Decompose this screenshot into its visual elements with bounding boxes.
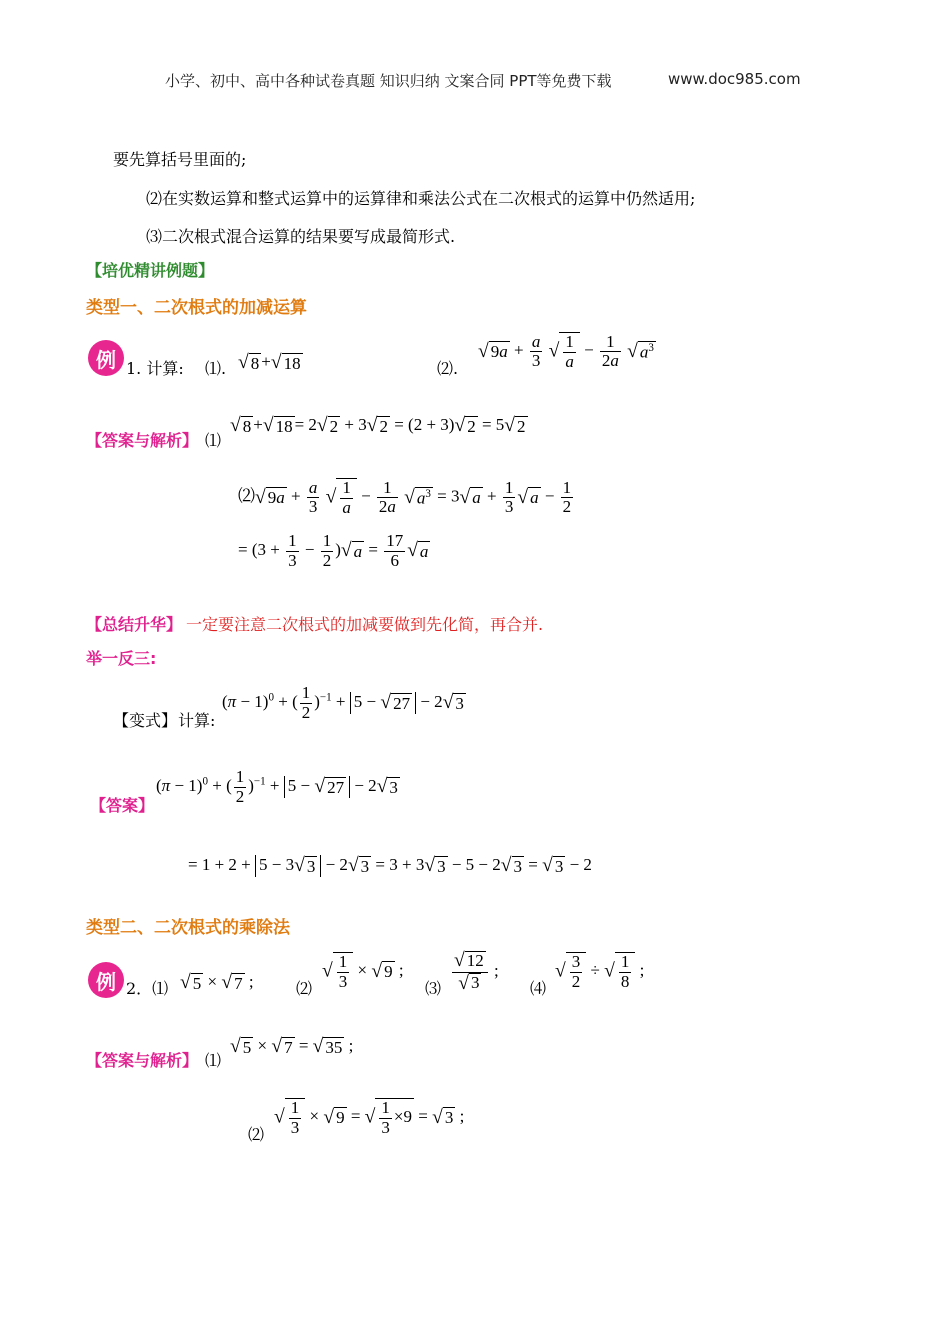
type2-title: 类型二、二次根式的乘除法 — [86, 918, 290, 938]
example2-p3-label: ⑶ — [425, 979, 442, 998]
answer2-expr-1: √ 5 × √ 7 = √ 35 ; — [230, 1036, 354, 1058]
variant-answer-tag: 【答案】 — [90, 796, 155, 815]
example2-expr-4: √ $\frac{3}{2}$ ÷ √ $\frac{1}{8}$ ; — [555, 952, 645, 991]
example2-label: 2．⑴ — [126, 979, 169, 998]
answer1-expr-1: √ 8 +√ 18 = 2√ 2 + 3√ 2 = (2 + 3)√ 2 = 5√ 2 — [230, 415, 526, 437]
variant-answer-expr-2: = 1 + 2 + 5 − 3√ 3 − 2√ 3 = 3 + 3√ 3 − 5 − 2√ 3 = √ 3 − 2 — [188, 855, 592, 877]
answer1-expr-2b: = (3 + $\frac{1}{3}$ − $\frac{1}{2}$ )√ a = $\frac{17}{6}$ √ a — [238, 531, 429, 570]
summary-tag: 【总结升华】 — [86, 615, 183, 634]
example2-p2-label: ⑵ — [296, 979, 313, 998]
answer1-part2-label: ⑵ — [238, 486, 255, 506]
example1-part1-label: ⑴. — [205, 359, 227, 378]
example1-expr-2: √ 9a + $\frac{a}{3}$ √ $\frac{1}{a}$ − $\frac{1}{2a}$ √ $a^3$ — [478, 331, 654, 371]
example2-p4-label: ⑷ — [530, 979, 547, 998]
example2-expr-1: √ 5 × √ 7 ; — [180, 972, 254, 994]
intro-line-1: 要先算括号里面的; — [113, 150, 247, 169]
section-title: 【培优精讲例题】 — [86, 261, 215, 280]
example-badge-1: 例 — [88, 340, 124, 376]
header-title: 小学、初中、高中各种试卷真题 知识归纳 文案合同 PPT等免费下载 — [165, 72, 612, 90]
intro-line-2: ⑵在实数运算和整式运算中的运算律和乘法公式在二次根式的运算中仍然适用; — [146, 189, 696, 208]
example1-label: 1. 计算: — [126, 359, 184, 378]
variant-tag: 【变式】 — [113, 711, 178, 730]
answer2-expr-2: √ $\frac{1}{3}$ × √ 9 = √ $\frac{1}{3}$ ×9 = √ 3 ; — [274, 1098, 465, 1137]
example-badge-2: 例 — [88, 962, 124, 998]
example2-expr-3: $\frac{√ 12}{√ 3}$ ; — [454, 950, 499, 994]
example2-expr-2: √ $\frac{1}{3}$ × √ 9 ; — [322, 952, 404, 991]
answer2-part2-label: ⑵ — [248, 1125, 265, 1144]
variant-answer-expr-1: $(\pi - 1)^0$ + ( $\frac{1}{2}$ )$^{-1}$ + 5 − √ 27 − 2√ 3 — [156, 767, 398, 806]
header-site-link[interactable]: www.doc985.com — [668, 70, 801, 88]
extend-title: 举一反三: — [86, 649, 157, 668]
variant-expr: $(\pi - 1)^0$ + ( $\frac{1}{2}$ )$^{-1}$ + 5 − √ 27 − 2√ 3 — [222, 683, 464, 722]
answer2-part1-label: ⑴ — [205, 1051, 222, 1070]
intro-line-3: ⑶二次根式混合运算的结果要写成最简形式. — [146, 227, 456, 246]
answer1-part1-label: ⑴ — [205, 431, 222, 450]
answer1-tag: 【答案与解析】 — [86, 431, 199, 450]
example1-expr-1: √ 8 +√ 18 — [238, 352, 301, 374]
summary-text: 一定要注意二次根式的加减要做到先化简，再合并. — [186, 615, 544, 634]
type1-title: 类型一、二次根式的加减运算 — [86, 298, 307, 318]
example1-part2-label: ⑵. — [437, 359, 459, 378]
answer2-tag: 【答案与解析】 — [86, 1051, 199, 1070]
answer1-expr-2a: ⑵√ 9a + $\frac{a}{3}$ √ $\frac{1}{a}$ − $\frac{1}{2a}$ √ $a^3 = 3√$ a + $\frac{1}{3}$ √ a − $\frac{1}{2}$ — [238, 477, 572, 517]
variant-label: 计算: — [178, 711, 216, 730]
